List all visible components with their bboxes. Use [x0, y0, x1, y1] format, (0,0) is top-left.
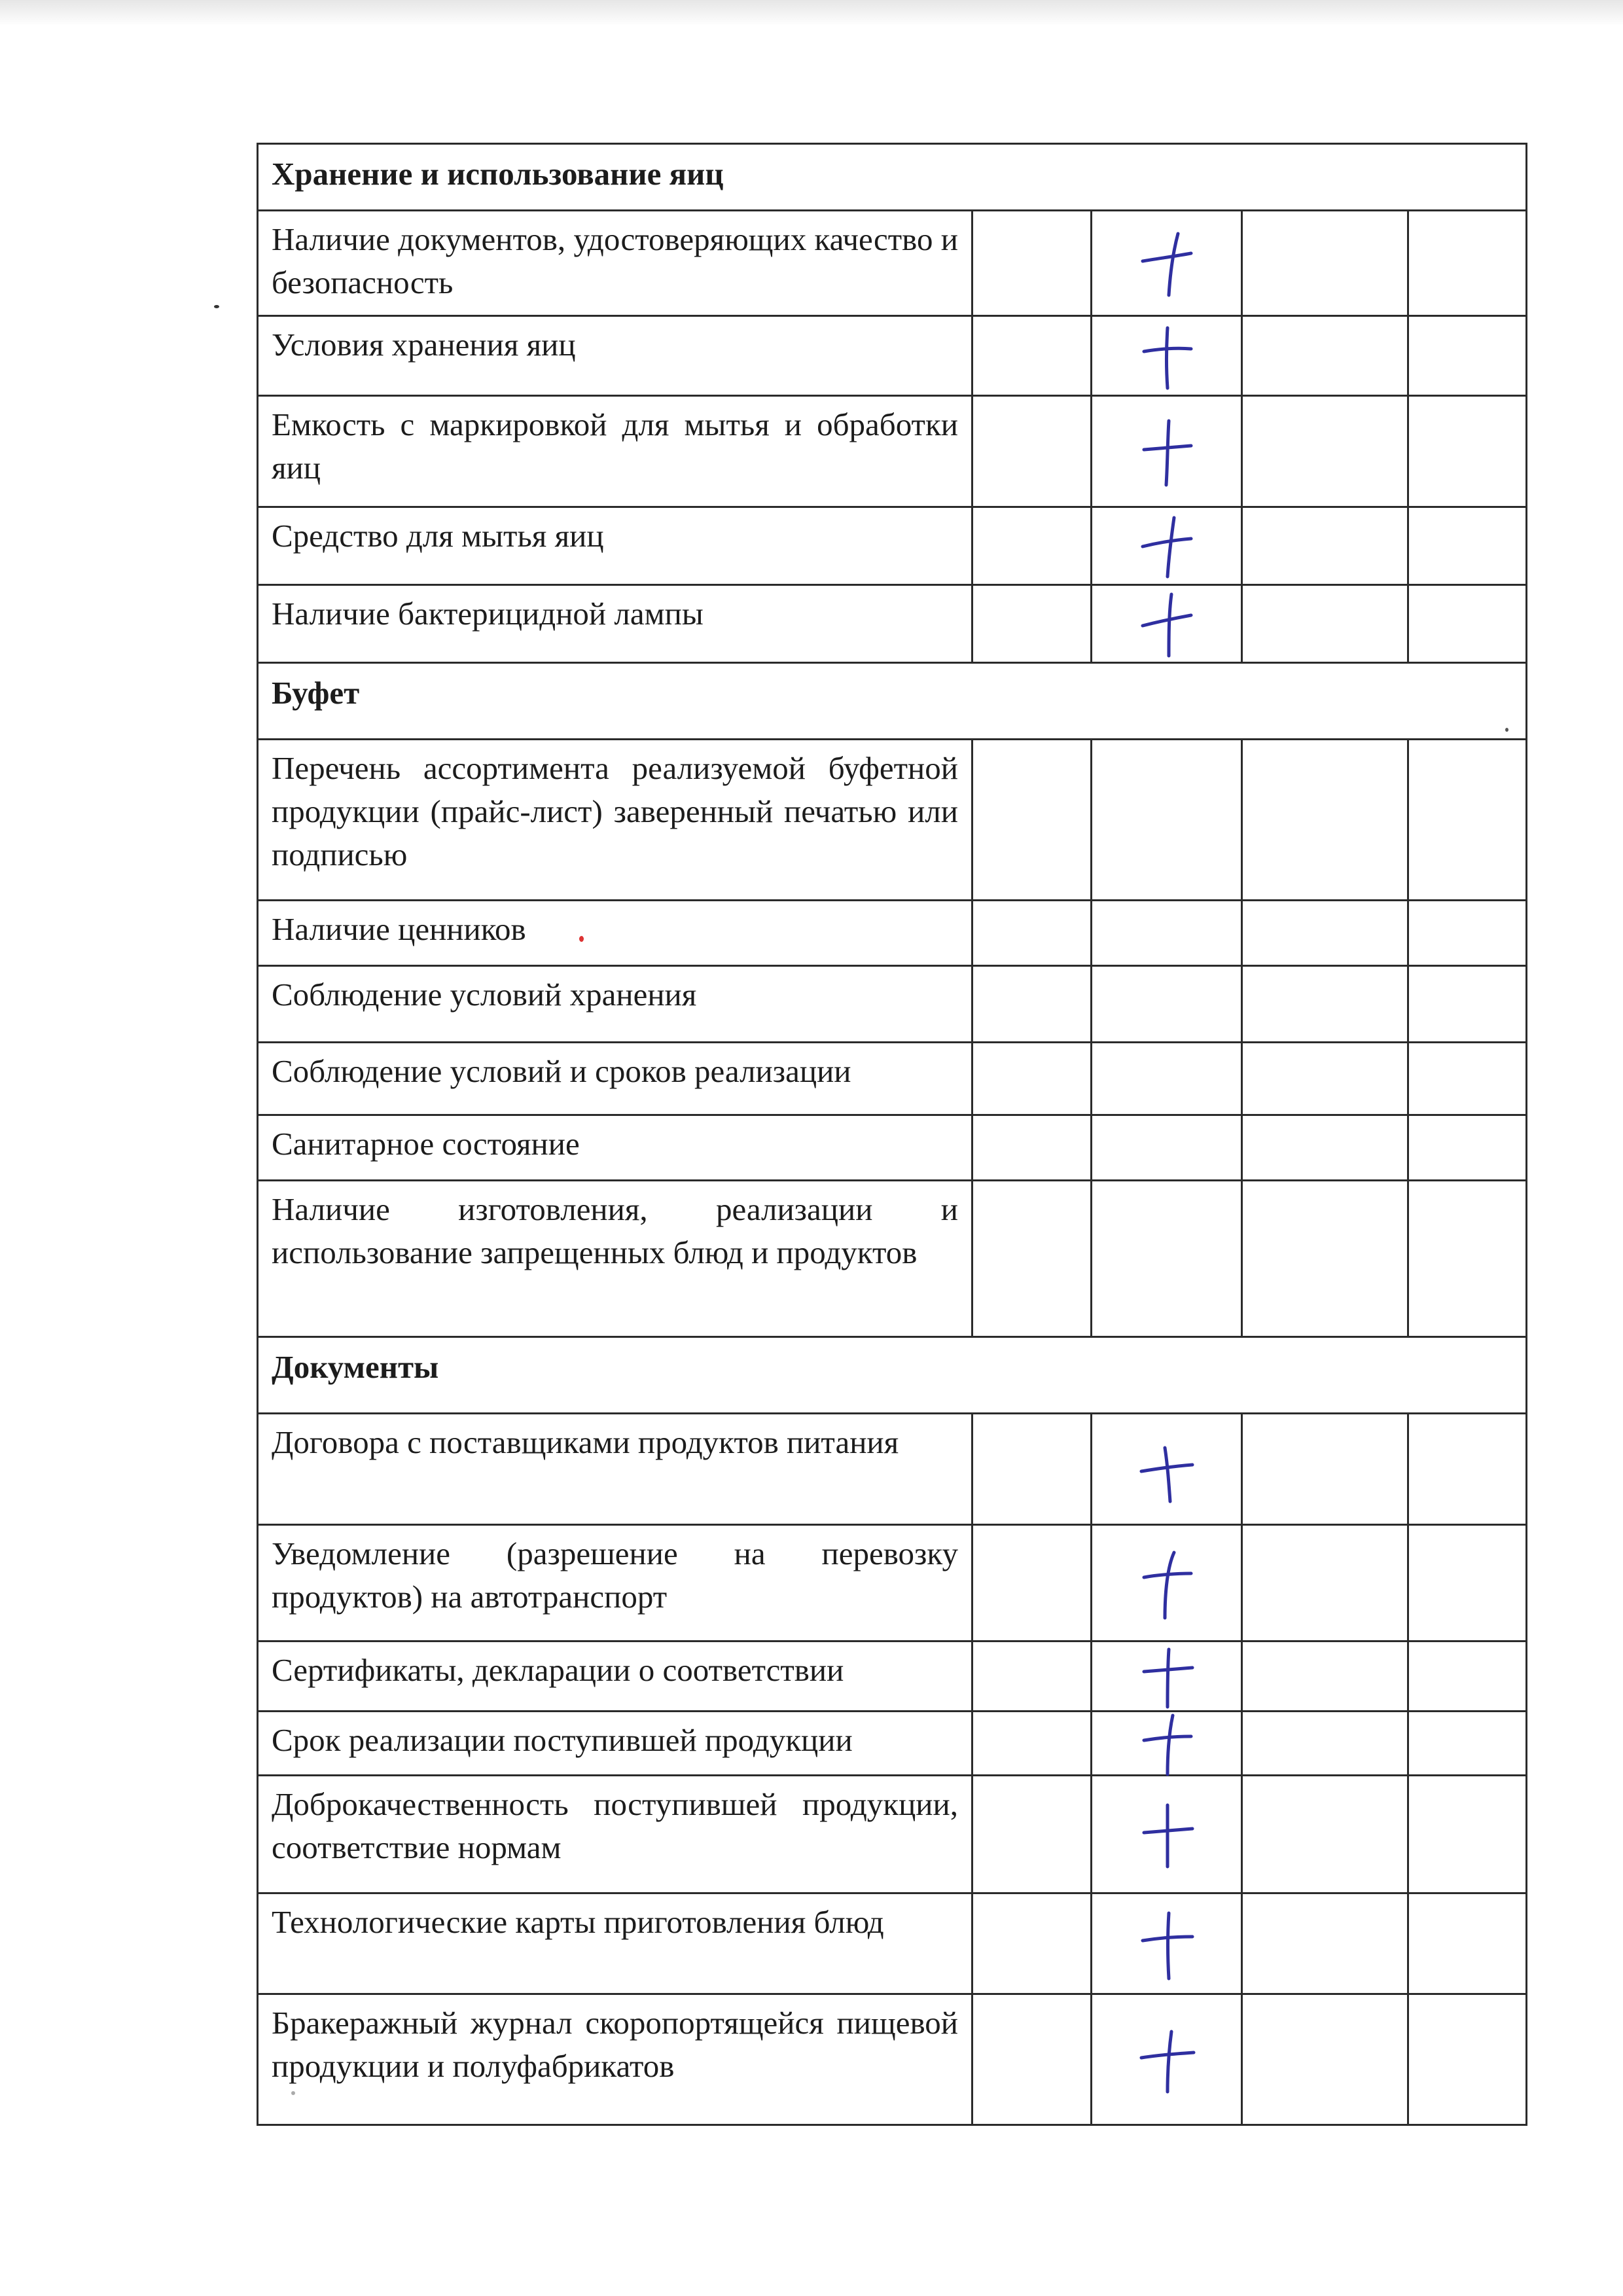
criterion-text: Срок реализации поступившей продукции [258, 1712, 972, 1776]
section-header-row [258, 663, 1527, 740]
check-cell[interactable] [1242, 740, 1408, 901]
scan-speck [214, 305, 219, 308]
check-cell[interactable] [1092, 901, 1242, 966]
check-cell[interactable] [1408, 1525, 1527, 1641]
criterion-text: Наличие документов, удостоверяющих качество и безопасность [258, 211, 972, 316]
check-cell[interactable] [972, 1525, 1092, 1641]
check-cell[interactable] [1092, 211, 1242, 316]
check-cell[interactable] [972, 585, 1092, 663]
check-cell[interactable] [1408, 1115, 1527, 1181]
check-cell[interactable] [972, 1712, 1092, 1776]
check-cell[interactable] [972, 1043, 1092, 1115]
check-cell[interactable] [972, 1641, 1092, 1712]
criterion-text: Средство для мытья яиц [258, 507, 972, 585]
check-cell[interactable] [1242, 1994, 1408, 2125]
section-header-row [258, 144, 1527, 211]
section-title: Хранение и использование яиц [258, 144, 1527, 211]
check-cell[interactable] [972, 316, 1092, 396]
check-cell[interactable] [1242, 1641, 1408, 1712]
section-title: Буфет [258, 663, 1527, 740]
criterion-text: Соблюдение условий и сроков реализации [258, 1043, 972, 1115]
table-row [258, 396, 1527, 507]
check-cell[interactable] [1408, 316, 1527, 396]
check-cell[interactable] [1408, 1893, 1527, 1994]
check-cell[interactable] [1408, 901, 1527, 966]
table-row [258, 1641, 1527, 1712]
check-cell[interactable] [1242, 1525, 1408, 1641]
check-cell[interactable] [1408, 966, 1527, 1043]
criterion-text: Технологические карты приготовления блюд [258, 1893, 972, 1994]
check-cell[interactable] [1092, 966, 1242, 1043]
check-cell[interactable] [972, 1776, 1092, 1893]
check-cell[interactable] [1408, 1712, 1527, 1776]
check-cell[interactable] [1408, 1043, 1527, 1115]
handwritten-plus-mark [1139, 1708, 1195, 1780]
check-cell[interactable] [1092, 1776, 1242, 1893]
check-cell[interactable] [1242, 211, 1408, 316]
check-cell[interactable] [1092, 1115, 1242, 1181]
check-cell[interactable] [972, 396, 1092, 507]
check-cell[interactable] [1092, 316, 1242, 396]
check-cell[interactable] [1092, 1994, 1242, 2125]
check-cell[interactable] [1408, 1181, 1527, 1337]
check-cell[interactable] [1092, 1043, 1242, 1115]
check-cell[interactable] [1242, 585, 1408, 663]
handwritten-plus-mark [1139, 416, 1195, 488]
check-cell[interactable] [972, 740, 1092, 901]
table-row [258, 1414, 1527, 1525]
table-row [258, 1893, 1527, 1994]
handwritten-plus-mark [1139, 588, 1195, 660]
handwritten-plus-mark [1139, 1799, 1195, 1871]
check-cell[interactable] [1242, 1712, 1408, 1776]
check-cell[interactable] [1092, 1893, 1242, 1994]
criterion-text: Договора с поставщиками продуктов питания [258, 1414, 972, 1525]
criterion-text: Наличие изготовления, реализации и использование запрещенных блюд и продуктов [258, 1181, 972, 1337]
criterion-text: Наличие ценников [258, 901, 972, 966]
check-cell[interactable] [1242, 1115, 1408, 1181]
table-row [258, 1043, 1527, 1115]
criterion-text: Емкость с маркировкой для мытья и обработки яиц [258, 396, 972, 507]
handwritten-plus-mark [1139, 1433, 1195, 1505]
table-row [258, 585, 1527, 663]
table-row [258, 1181, 1527, 1337]
check-cell[interactable] [1092, 1641, 1242, 1712]
check-cell[interactable] [1242, 966, 1408, 1043]
check-cell[interactable] [1242, 1776, 1408, 1893]
check-cell[interactable] [1092, 507, 1242, 585]
check-cell[interactable] [1408, 211, 1527, 316]
check-cell[interactable] [972, 1893, 1092, 1994]
check-cell[interactable] [1242, 316, 1408, 396]
check-cell[interactable] [1092, 1414, 1242, 1525]
section-header-row [258, 1337, 1527, 1414]
check-cell[interactable] [1408, 507, 1527, 585]
check-cell[interactable] [1092, 1712, 1242, 1776]
criterion-text: Перечень ассортимента реализуемой буфетной продукции (прайс-лист) заверенный печатью или подписью [258, 740, 972, 901]
criterion-text: Наличие бактерицидной лампы [258, 585, 972, 663]
handwritten-plus-mark [1139, 1908, 1195, 1980]
inspection-checklist-table [257, 143, 1527, 2126]
check-cell[interactable] [1092, 1525, 1242, 1641]
table-row [258, 211, 1527, 316]
table-row [258, 316, 1527, 396]
check-cell[interactable] [1092, 585, 1242, 663]
check-cell[interactable] [972, 211, 1092, 316]
check-cell[interactable] [972, 901, 1092, 966]
check-cell[interactable] [1242, 507, 1408, 585]
criterion-text: Уведомление (разрешение на перевозку продуктов) на автотранспорт [258, 1525, 972, 1641]
check-cell[interactable] [1408, 585, 1527, 663]
check-cell[interactable] [972, 1115, 1092, 1181]
criterion-text: Санитарное состояние [258, 1115, 972, 1181]
handwritten-plus-mark [1139, 510, 1195, 582]
check-cell[interactable] [1242, 1043, 1408, 1115]
handwritten-plus-mark [1139, 227, 1195, 299]
check-cell[interactable] [1408, 1414, 1527, 1525]
criterion-text: Соблюдение условий хранения [258, 966, 972, 1043]
check-cell[interactable] [1242, 1893, 1408, 1994]
table-row [258, 507, 1527, 585]
check-cell[interactable] [1242, 396, 1408, 507]
table-row [258, 1115, 1527, 1181]
check-cell[interactable] [972, 507, 1092, 585]
check-cell[interactable] [1408, 396, 1527, 507]
check-cell[interactable] [1408, 740, 1527, 901]
check-cell[interactable] [972, 1181, 1092, 1337]
table-row [258, 901, 1527, 966]
check-cell[interactable] [1092, 1181, 1242, 1337]
check-cell[interactable] [1408, 1994, 1527, 2125]
handwritten-plus-mark [1139, 2024, 1195, 2096]
table-row [258, 966, 1527, 1043]
check-cell[interactable] [1242, 901, 1408, 966]
check-cell[interactable] [1092, 396, 1242, 507]
check-cell[interactable] [1408, 1776, 1527, 1893]
check-cell[interactable] [1408, 1641, 1527, 1712]
table-row [258, 1712, 1527, 1776]
check-cell[interactable] [1092, 740, 1242, 901]
check-cell[interactable] [972, 966, 1092, 1043]
criterion-text: Доброкачественность поступившей продукции, соответствие нормам [258, 1776, 972, 1893]
table-row [258, 1776, 1527, 1893]
criterion-text: Сертификаты, декларации о соответствии [258, 1641, 972, 1712]
handwritten-plus-mark [1139, 320, 1195, 392]
section-title: Документы [258, 1337, 1527, 1414]
check-cell[interactable] [1242, 1414, 1408, 1525]
scan-top-edge [0, 0, 1623, 26]
check-cell[interactable] [1242, 1181, 1408, 1337]
table-row [258, 1994, 1527, 2125]
criterion-text: Условия хранения яиц [258, 316, 972, 396]
table-row [258, 1525, 1527, 1641]
check-cell[interactable] [972, 1414, 1092, 1525]
criterion-text: Бракеражный журнал скоропортящейся пищевой продукции и полуфабрикатов [258, 1994, 972, 2125]
check-cell[interactable] [972, 1994, 1092, 2125]
handwritten-plus-mark [1139, 1640, 1195, 1712]
table-row [258, 740, 1527, 901]
handwritten-plus-mark [1139, 1547, 1195, 1619]
